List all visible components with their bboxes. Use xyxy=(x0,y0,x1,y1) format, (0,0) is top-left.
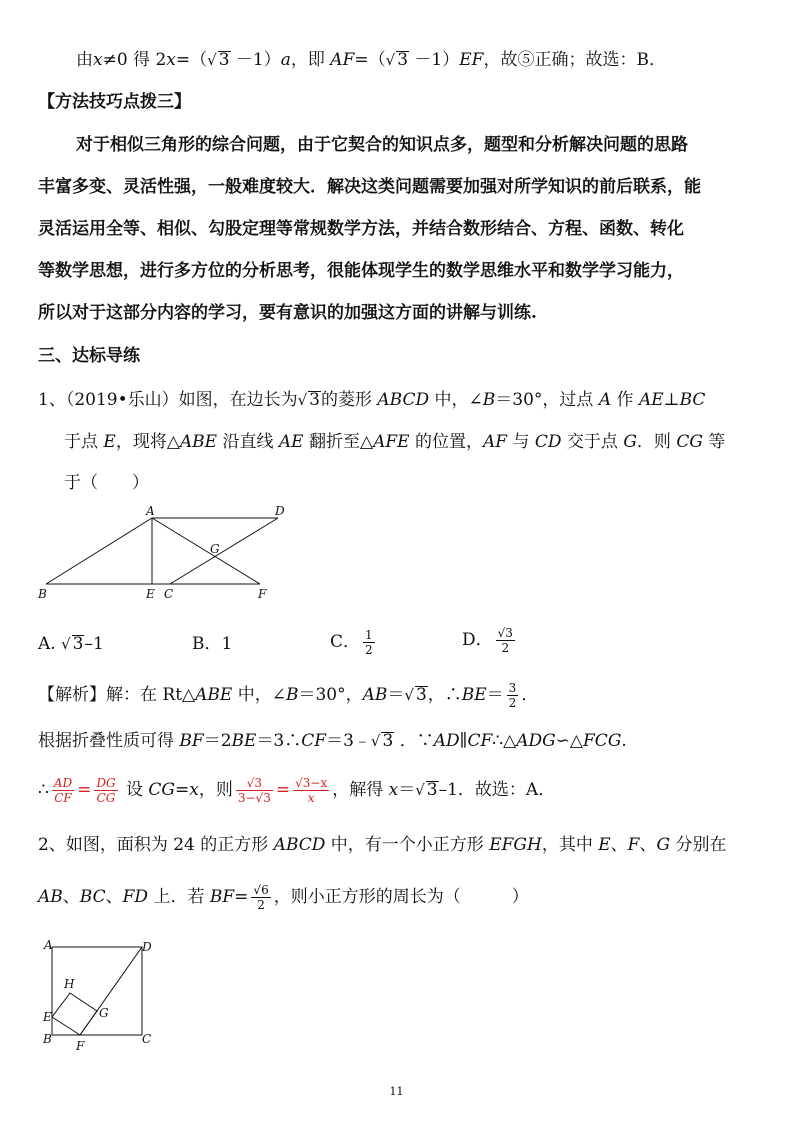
q1-line-b: 于点 E，现将△ABE 沿直线 AE 翻折至△AFE 的位置，AF 与 CD 交于点 G．则 CG 等 xyxy=(64,432,726,452)
fig1-label-b: B xyxy=(38,587,47,601)
q1-analysis-line-3: ∴ $\frac{AD}{CF}$ = $\frac{DG}{CG}$ 设 CG=x，则 $\frac{√3}{3-√3}$ = $\frac{√3-x}{x}$ ，解得 x＝√ 3–1．故选：A． xyxy=(38,776,556,805)
q2-figure xyxy=(36,935,166,1055)
fig2-label-b: B xyxy=(43,1032,52,1046)
q1-analysis-line-1: 【解析】解：在 Rt△ABE 中，∠B＝30°，AB＝√ 3，∴BE＝ $\frac{3}{2}$ ． xyxy=(38,681,539,710)
fig2-label-g: G xyxy=(99,1006,109,1020)
method-paragraph-line: 所以对于这部分内容的学习，要有意识的加强这方面的讲解与训练. xyxy=(38,303,537,323)
q1-analysis-line-2: 根据折叠性质可得 BF＝2BE＝3∴CF＝3﹣√ 3 ．∵AD∥CF∴△ADG∽△FCG. xyxy=(38,731,627,751)
fig2-label-a: A xyxy=(44,938,53,952)
fig2-label-c: C xyxy=(142,1032,152,1046)
method-paragraph-line: 灵活运用全等、相似、勾股定理等常规数学方法，并结合数形结合、方程、函数、转化 xyxy=(38,219,684,239)
method-paragraph-line: 对于相似三角形的综合问题，由于它契合的知识点多，题型和分析解决问题的思路 xyxy=(76,135,688,155)
fig1-label-f: F xyxy=(258,587,267,601)
fig1-label-g: G xyxy=(210,542,220,556)
fig2-label-h: H xyxy=(64,977,75,991)
page-number: 11 xyxy=(389,1085,404,1098)
q1-figure xyxy=(30,505,300,605)
method-paragraph-line: 丰富多变、灵活性强，一般难度较大．解决这类问题需要加强对所学知识的前后联系，能 xyxy=(38,177,701,197)
q2-line-b: AB、BC、FD 上．若 BF= $\frac{√6}{2}$ ，则小正方形的周长为（ ） xyxy=(38,883,529,912)
q1-choice-c: C． $\frac{1}{2}$ xyxy=(330,628,373,657)
intro-line: 由x≠0 得 2x=（√ 3 －1）a，即 AF=（√ 3 －1）EF，故⑤正确；故选：B． xyxy=(76,50,666,70)
fig2-label-f: F xyxy=(76,1039,85,1053)
method-heading: 【方法技巧点拨三】 xyxy=(38,92,191,112)
method-paragraph-line: 等数学思想，进行多方位的分析思考，很能体现学生的数学思维水平和数学学习能力， xyxy=(38,261,684,281)
section-title: 三、达标导练 xyxy=(38,346,140,366)
q2-line-a: 2、如图，面积为 24 的正方形 ABCD 中，有一个小正方形 EFGH，其中 E、F、G 分别在 xyxy=(38,835,727,855)
q1-choice-b: B．1 xyxy=(192,634,233,654)
q1-choice-a: A. √ 3–1 xyxy=(38,634,104,654)
fig2-label-d: D xyxy=(142,940,152,954)
q1-choice-d: D． $\frac{√3}{2}$ xyxy=(462,626,513,655)
q1-line-a: 1、（2019•乐山）如图，在边长为√ 3的菱形 ABCD 中，∠B＝30°，过点 A 作 AE⊥BC xyxy=(38,390,706,410)
fig2-label-e: E xyxy=(43,1010,52,1024)
q1-line-c: 于（ ） xyxy=(64,473,149,493)
fig1-label-e: E xyxy=(146,587,155,601)
fig1-label-a: A xyxy=(146,505,155,518)
fig1-label-c: C xyxy=(164,587,174,601)
fig1-label-d: D xyxy=(275,505,285,518)
